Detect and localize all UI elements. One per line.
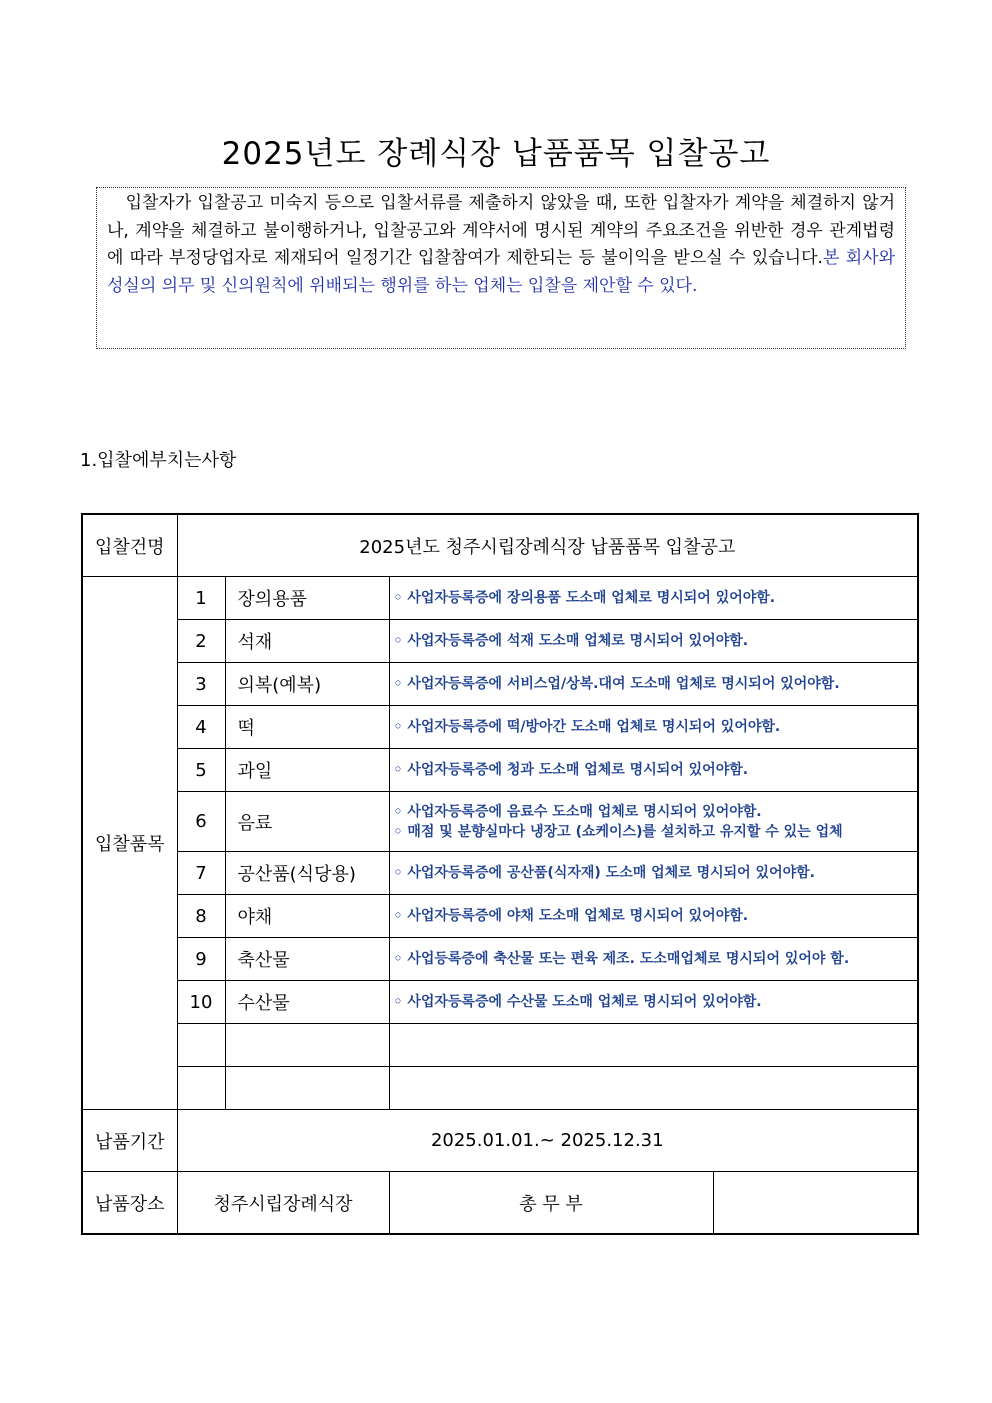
empty-cell	[713, 1172, 918, 1235]
department-value: 총 무 부	[389, 1172, 713, 1235]
notice-highlight: 본 회사와 성실의 의무 및 신의원칙에 위배되는 행위를 하는 업체는 입찰을 제안할 수 있다.	[107, 248, 895, 296]
requirement-line: ◦ 사업자등록증에 석재 도소매 업체로 명시되어 있어야함.	[393, 633, 749, 649]
bid-table	[81, 513, 919, 1235]
item-name: 수산물	[225, 981, 389, 1024]
item-number: 3	[177, 663, 225, 706]
item-number: 10	[177, 981, 225, 1024]
empty-cell	[177, 1067, 225, 1110]
item-number: 9	[177, 938, 225, 981]
period-value: 2025.01.01.~ 2025.12.31	[177, 1110, 918, 1172]
item-row	[82, 706, 918, 749]
page-title: 2025년도 장례식장 납품품목 입찰공고	[221, 136, 771, 172]
item-number: 6	[177, 792, 225, 852]
item-number: 2	[177, 620, 225, 663]
empty-cell	[389, 1067, 918, 1110]
requirement-line: ◦ 사업자등록증에 떡/방아간 도소매 업체로 명시되어 있어야함.	[393, 719, 781, 735]
item-name: 의복(예복)	[225, 663, 389, 706]
section-title: 1.입찰에부치는사항	[80, 450, 237, 471]
item-requirement	[389, 577, 918, 620]
item-row	[82, 749, 918, 792]
item-requirement	[389, 663, 918, 706]
item-requirement	[389, 938, 918, 981]
item-requirement	[389, 792, 918, 852]
item-row	[82, 981, 918, 1024]
requirement-line: ◦ 사업자등록증에 야채 도소매 업체로 명시되어 있어야함.	[393, 908, 749, 924]
requirement-line: ◦ 사업자등록증에 공산품(식자재) 도소매 업체로 명시되어 있어야함.	[393, 865, 815, 881]
requirement-line: ◦ 사업자등록증에 수산물 도소매 업체로 명시되어 있어야함.	[393, 994, 762, 1010]
empty-row	[82, 1024, 918, 1067]
empty-cell	[177, 1024, 225, 1067]
empty-row	[82, 1067, 918, 1110]
item-name: 음료	[225, 792, 389, 852]
item-number: 8	[177, 895, 225, 938]
item-requirement	[389, 749, 918, 792]
item-name: 공산품(식당용)	[225, 852, 389, 895]
requirement-line: ◦ 사업자등록증에 음료수 도소매 업체로 명시되어 있어야함.	[393, 803, 762, 820]
items-label: 입찰품목	[82, 577, 177, 1110]
item-row	[82, 792, 918, 852]
item-name: 축산물	[225, 938, 389, 981]
item-number: 7	[177, 852, 225, 895]
item-row	[82, 938, 918, 981]
place-value: 청주시립장례식장	[177, 1172, 389, 1235]
requirement-line: ◦ 사업자등록증에 장의용품 도소매 업체로 명시되어 있어야함.	[393, 590, 776, 606]
bid-name-row	[82, 514, 918, 577]
period-label: 납품기간	[82, 1110, 177, 1172]
empty-cell	[389, 1024, 918, 1067]
item-name: 야채	[225, 895, 389, 938]
item-requirement	[389, 981, 918, 1024]
item-name: 장의용품	[225, 577, 389, 620]
item-number: 1	[177, 577, 225, 620]
item-row	[82, 577, 918, 620]
empty-cell	[225, 1024, 389, 1067]
item-requirement	[389, 852, 918, 895]
empty-cell	[225, 1067, 389, 1110]
notice-text: 입찰자가 입찰공고 미숙지 등으로 입찰서류를 제출하지 않았을 때, 또한 입찰자가 계약을 체결하지 않거나, 계약을 체결하고 불이행하거나, 입찰공고와 계약서에 명시된 계약의 주요조건을 위반한 경우 관계법령에 따라 부정당업자로 제재되어 일정기간 입찰참여가 제한되는 등 불이익을 받으실 수 있습니다.	[107, 193, 895, 268]
period-row	[82, 1110, 918, 1172]
item-requirement	[389, 895, 918, 938]
item-requirement	[389, 620, 918, 663]
item-row	[82, 620, 918, 663]
notice-box	[96, 187, 906, 349]
item-requirement	[389, 706, 918, 749]
bid-name-value: 2025년도 청주시립장례식장 납품품목 입찰공고	[177, 514, 918, 577]
item-row	[82, 663, 918, 706]
requirement-line: ◦ 사업자등록증에 청과 도소매 업체로 명시되어 있어야함.	[393, 762, 749, 778]
item-number: 4	[177, 706, 225, 749]
item-name: 과일	[225, 749, 389, 792]
bid-name-label: 입찰건명	[82, 514, 177, 577]
place-label: 납품장소	[82, 1172, 177, 1235]
item-row	[82, 852, 918, 895]
requirement-line: ◦ 사업등록증에 축산물 또는 편육 제조. 도소매업체로 명시되어 있어야 함.	[393, 951, 850, 967]
requirement-line: ◦ 사업자등록증에 서비스업/상복.대여 도소매 업체로 명시되어 있어야함.	[393, 676, 840, 692]
item-name: 석재	[225, 620, 389, 663]
item-row	[82, 895, 918, 938]
place-row	[82, 1172, 918, 1235]
item-number: 5	[177, 749, 225, 792]
item-name: 떡	[225, 706, 389, 749]
requirement-line: ◦ 매점 및 분향실마다 냉장고 (쇼케이스)를 설치하고 유지할 수 있는 업체	[393, 823, 843, 840]
